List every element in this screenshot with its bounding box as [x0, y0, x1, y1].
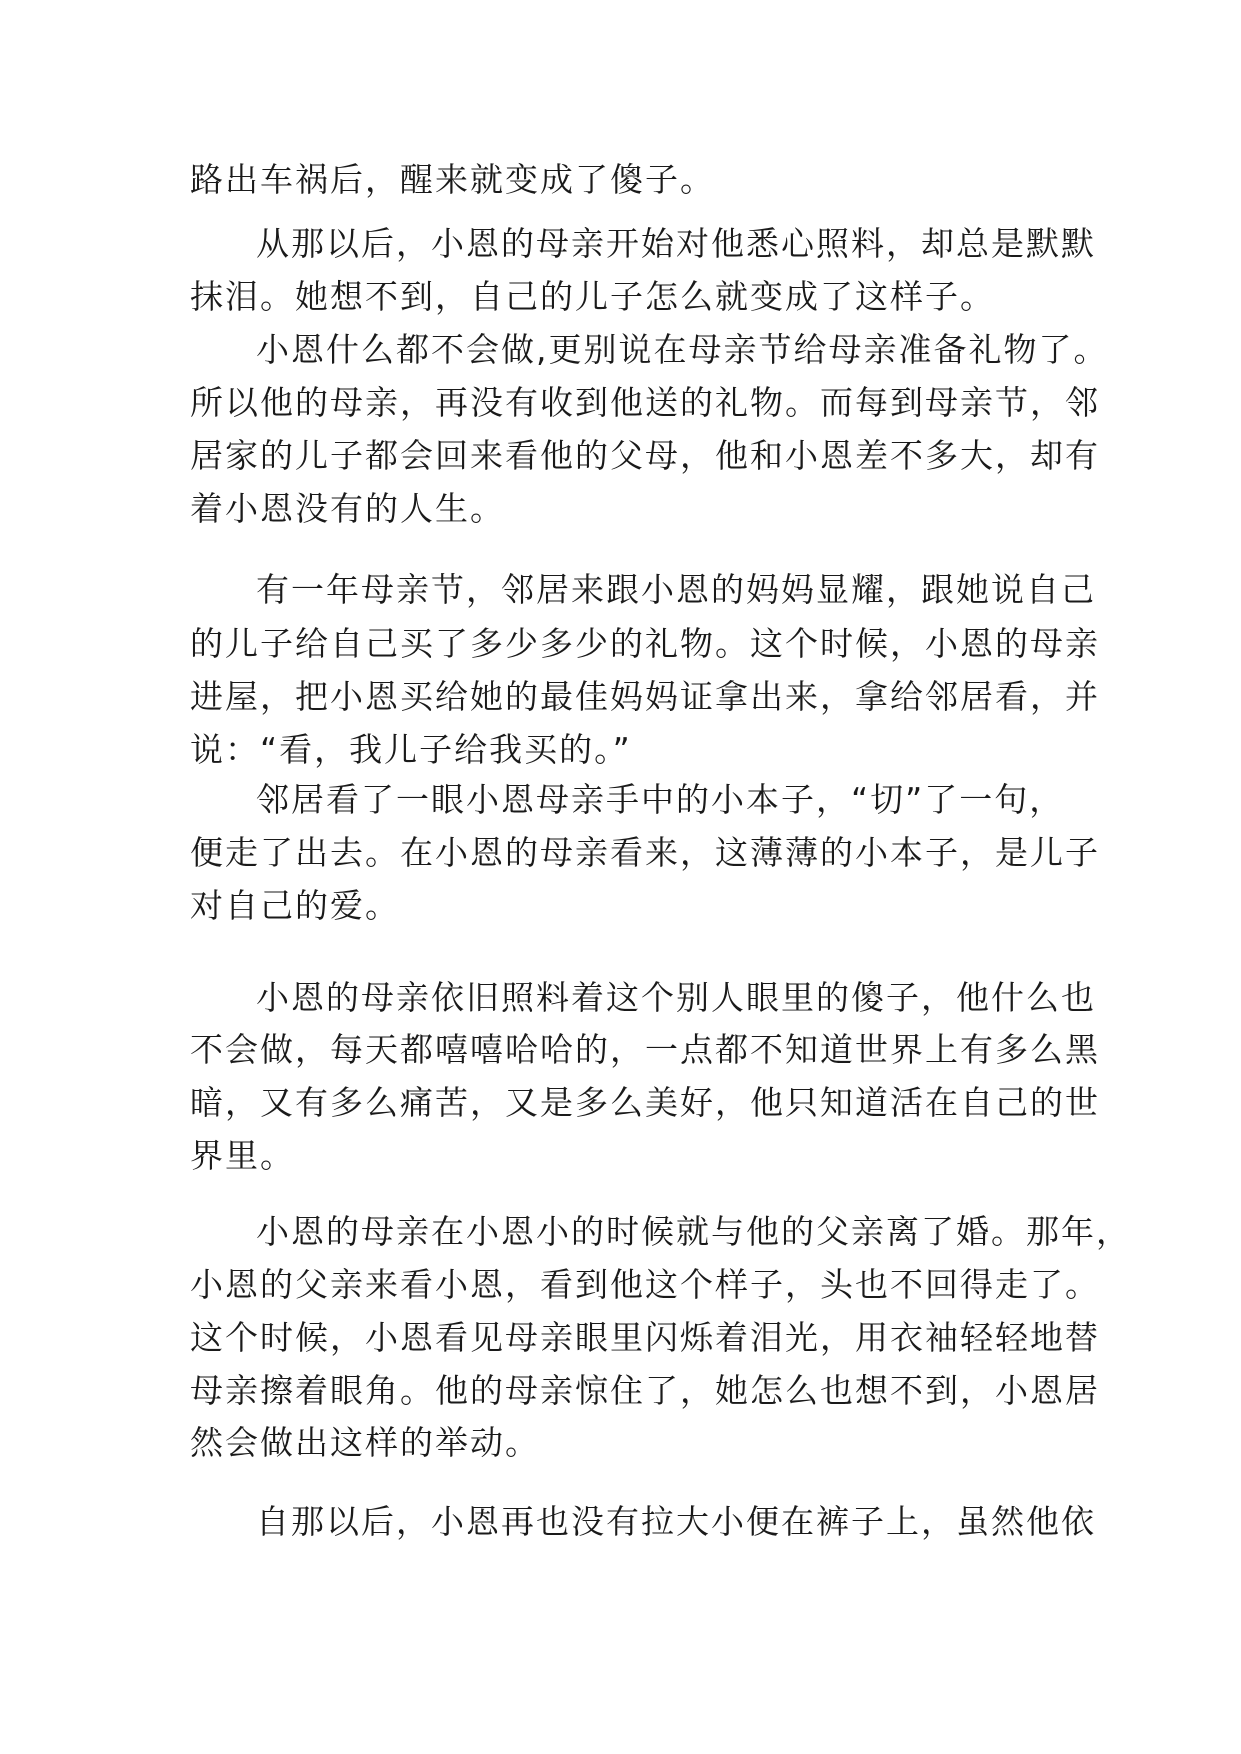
text-line: 小恩的母亲在小恩小的时候就与他的父亲离了婚。那年， [256, 1212, 1131, 1251]
text-line: 自那以后，小恩再也没有拉大小便在裤子上，虽然他依 [256, 1502, 1096, 1541]
text-line: 小恩的父亲来看小恩，看到他这个样子，头也不回得走了。 [190, 1265, 1100, 1304]
text-line: 暗，又有多么痛苦，又是多么美好，他只知道活在自己的世 [190, 1083, 1100, 1122]
text-line: 路出车祸后，醒来就变成了傻子。 [190, 160, 715, 199]
text-line: 对自己的爱。 [190, 886, 400, 925]
text-line: 母亲擦着眼角。他的母亲惊住了，她怎么也想不到，小恩居 [190, 1371, 1100, 1410]
text-line: 进屋，把小恩买给她的最佳妈妈证拿出来，拿给邻居看，并 [190, 677, 1100, 716]
text-line: 不会做，每天都嘻嘻哈哈的，一点都不知道世界上有多么黑 [190, 1030, 1100, 1069]
text-line: 着小恩没有的人生。 [190, 489, 505, 528]
text-line: 便走了出去。在小恩的母亲看来，这薄薄的小本子，是儿子 [190, 833, 1100, 872]
text-line: 小恩什么都不会做,更别说在母亲节给母亲准备礼物了。 [256, 330, 1109, 369]
text-line: 的儿子给自己买了多少多少的礼物。这个时候，小恩的母亲 [190, 624, 1100, 663]
text-line: 界里。 [190, 1136, 295, 1175]
text-line: 这个时候，小恩看见母亲眼里闪烁着泪光，用衣袖轻轻地替 [190, 1318, 1100, 1357]
text-line: 抹泪。她想不到，自己的儿子怎么就变成了这样子。 [190, 277, 995, 316]
text-line: 所以他的母亲，再没有收到他送的礼物。而每到母亲节，邻 [190, 383, 1100, 422]
text-line: 居家的儿子都会回来看他的父母，他和小恩差不多大，却有 [190, 436, 1100, 475]
text-line: 说：“看，我儿子给我买的。” [190, 730, 632, 769]
text-line: 小恩的母亲依旧照料着这个别人眼里的傻子，他什么也 [256, 978, 1096, 1017]
text-line: 然会做出这样的举动。 [190, 1423, 540, 1462]
text-line: 有一年母亲节，邻居来跟小恩的妈妈显耀，跟她说自己 [256, 570, 1096, 609]
text-line: 从那以后，小恩的母亲开始对他悉心照料，却总是默默 [256, 224, 1096, 263]
text-line: 邻居看了一眼小恩母亲手中的小本子，“切”了一句， [256, 780, 1065, 819]
